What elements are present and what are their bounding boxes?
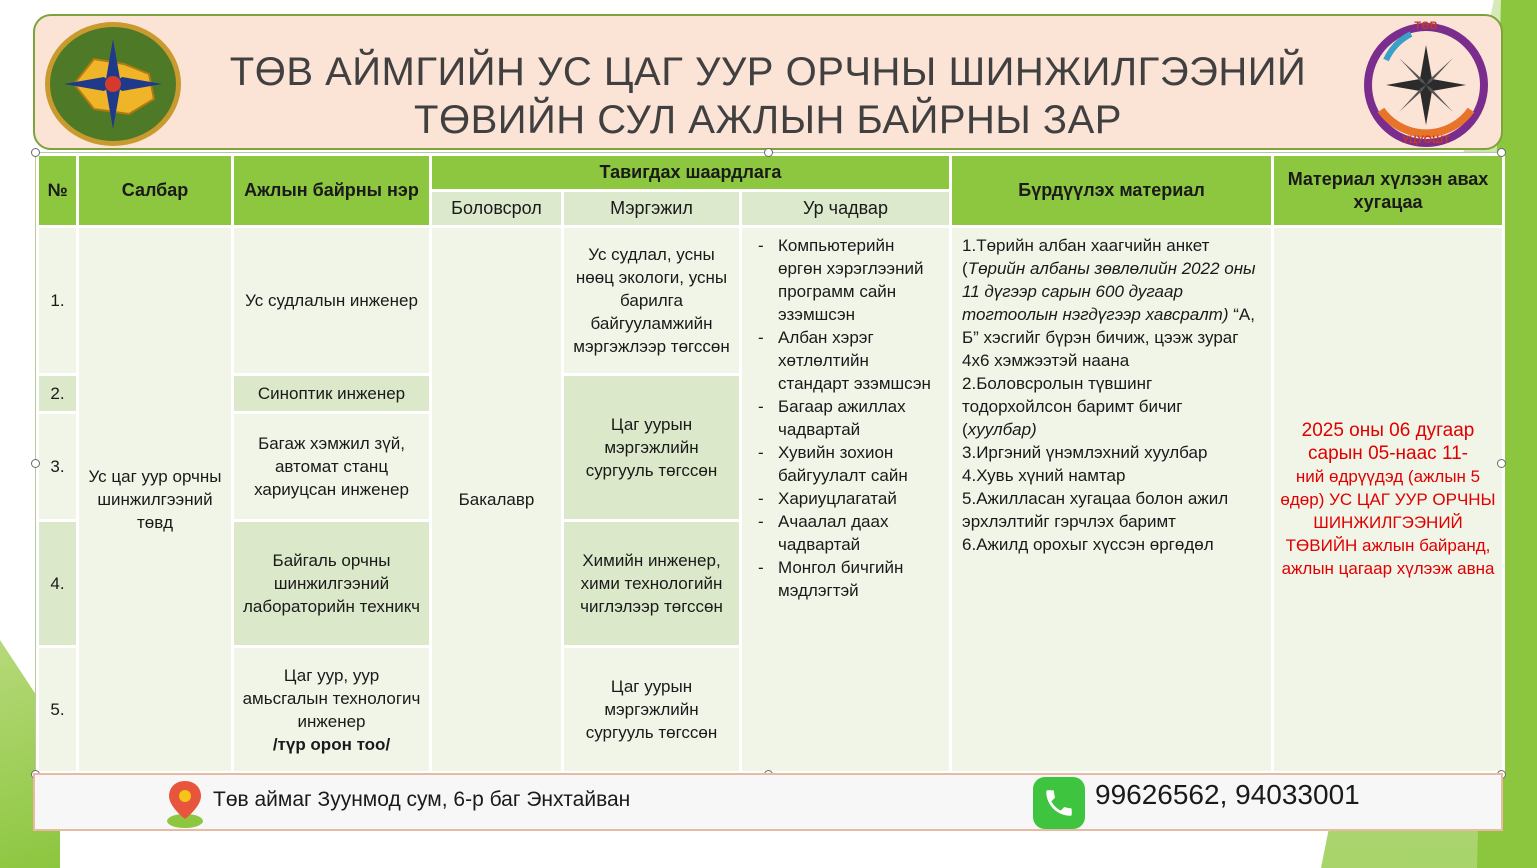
resize-handle-top[interactable]	[764, 148, 773, 157]
col-header-position: Ажлын байрны нэр	[233, 155, 431, 227]
col-header-education: Боловсрол	[431, 191, 563, 227]
skill-item: - Багаар ажиллах чадвартай	[752, 395, 939, 441]
material-item-6: 6.Ажилд орохыг хүссэн өргөдөл	[962, 535, 1214, 554]
row-number: 4.	[38, 521, 78, 647]
material-item-2: 2.Боловсролын түвшинг тодорхойлсон баримт бичиг (хуулбар)	[962, 374, 1183, 439]
col-header-deadline: Материал хүлээн авах хугацаа	[1273, 155, 1504, 227]
title-line-2: ТӨВИЙН СУЛ АЖЛЫН БАЙРНЫ ЗАР	[414, 98, 1122, 142]
row-number: 2.	[38, 375, 78, 413]
col-header-skills: Ур чадвар	[741, 191, 951, 227]
col-header-requirements: Тавигдах шаардлага	[431, 155, 951, 191]
col-header-branch: Салбар	[78, 155, 233, 227]
phone-numbers: 99626562, 94033001	[1095, 779, 1360, 810]
material-item-4: 4.Хувь хүний намтар	[962, 466, 1126, 485]
skill-item: - Албан хэрэг хөтлөлтийн стандарт эзэмшсэн	[752, 326, 939, 395]
col-header-specialty: Мэргэжил	[563, 191, 741, 227]
vacancy-table	[35, 152, 1501, 774]
resize-handle-right[interactable]	[1497, 459, 1506, 468]
col-header-no: №	[38, 155, 78, 227]
materials-cell	[951, 227, 1273, 773]
contact-footer	[33, 773, 1503, 831]
position-note: /түр орон тоо/	[272, 734, 391, 754]
specialty-cell: Химийн инженер, хими технологийн чиглэлээр төгссөн	[563, 521, 741, 647]
col-header-materials: Бүрдүүлэх материал	[951, 155, 1273, 227]
resize-handle-top-left[interactable]	[31, 148, 40, 157]
skills-cell	[741, 227, 951, 773]
skill-item: - Хариуцлагатай	[752, 487, 939, 510]
position-cell: Багаж хэмжил зүй, автомат станц хариуцсан инженер	[233, 413, 431, 521]
material-item-5: 5.Ажилласан хугацаа болон ажил эрхлэлтийг гэрчлэх баримт	[962, 489, 1229, 531]
position-cell: Ус судлалын инженер	[233, 227, 431, 375]
position-cell: Байгаль орчны шинжилгээний лабораторийн техникч	[233, 521, 431, 647]
resize-handle-left[interactable]	[31, 459, 40, 468]
skill-item: - Хувийн зохион байгуулалт сайн	[752, 441, 939, 487]
skill-item: - Компьютерийн өргөн хэрэглээний программ сайн эзэмшсэн	[752, 234, 939, 326]
row-number: 3.	[38, 413, 78, 521]
specialty-cell: Ус судлал, усны нөөц экологи, усны барилга байгууламжийн мэргэжлээр төгссөн	[563, 227, 741, 375]
header-banner	[33, 14, 1503, 150]
title-line-1: ТӨВ АЙМГИЙН УС ЦАГ УУР ОРЧНЫ ШИНЖИЛГЭЭНИЙ	[229, 50, 1307, 94]
row-number: 1.	[38, 227, 78, 375]
compass-star-logo	[1359, 18, 1493, 152]
page-title	[225, 48, 1311, 144]
education-cell: Бакалавр	[431, 227, 563, 773]
table-row	[38, 227, 1504, 375]
location-pin-icon	[165, 779, 205, 829]
branch-cell: Ус цаг уур орчны шинжилгээний төвд	[78, 227, 233, 773]
emergency-emblem-logo	[45, 22, 181, 146]
address-text: Төв аймаг Зуунмод сум, 6-р баг Энхтайван	[213, 788, 631, 811]
material-item-3: 3.Иргэний үнэмлэхний хуулбар	[962, 443, 1208, 462]
material-item-1: 1.Төрийн албан хаагчийн анкет (Төрийн албаны зөвлөлийн 2022 оны 11 дүгээр сарын 600 дугаар тогтоолын нэгдүгээр хавсралт) “А, Б” хэсгийг бүрэн бичиж, цээж зураг 4х6 хэмжээтэй наана	[962, 236, 1256, 370]
phone-icon	[1033, 777, 1085, 829]
row-number: 5.	[38, 647, 78, 773]
skill-item: - Ачаалал даах чадвартай	[752, 510, 939, 556]
logo-right-top-text: ТӨВ	[1414, 20, 1438, 32]
position-cell: Цаг уур, уур амьсгалын технологич инженер /түр орон тоо/	[233, 647, 431, 773]
specialty-cell: Цаг уурын мэргэжлийн сургууль төгссөн	[563, 375, 741, 521]
skill-item: - Монгол бичгийн мэдлэгтэй	[752, 556, 939, 602]
specialty-cell: Цаг уурын мэргэжлийн сургууль төгссөн	[563, 647, 741, 773]
position-cell: Синоптик инженер	[233, 375, 431, 413]
deadline-cell: 2025 оны 06 дугаар сарын 05-наас 11- ний өдрүүдэд (ажлын 5 өдөр) УС ЦАГ УУР ОРЧНЫ ШИНЖИЛГЭЭНИЙ ТӨВИЙН ажлын байранд, ажлын цагаар хүлээж авна	[1273, 227, 1504, 773]
logo-right-bottom-text: УЦУОШТ	[1402, 134, 1450, 146]
resize-handle-top-right[interactable]	[1497, 148, 1506, 157]
